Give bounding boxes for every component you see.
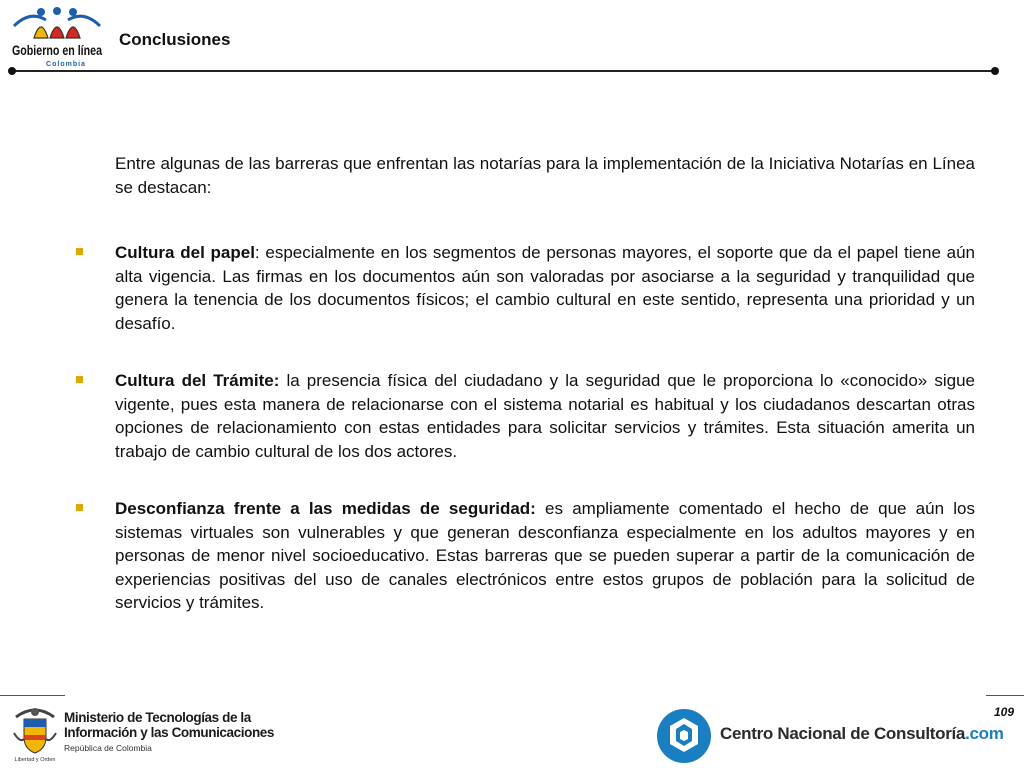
coat-of-arms-motto: Libertad y Orden — [14, 757, 56, 763]
list-item-separator: : — [254, 243, 260, 262]
gobierno-en-linea-logo — [10, 4, 104, 68]
ministry-subtitle: República de Colombia — [64, 743, 152, 753]
consultancy-name-main: Centro Nacional de Consultoría — [720, 724, 966, 743]
ministry-name — [64, 711, 274, 740]
bullet-icon — [76, 504, 83, 511]
header-divider-right-dot — [991, 67, 999, 75]
page-number: 109 — [994, 705, 1015, 719]
logo-country-text: Colombia — [46, 61, 86, 68]
ministry-line-1: Ministerio de Tecnologías de la — [64, 710, 251, 725]
list-item-desconfianza — [115, 497, 975, 615]
logo-figures-icon — [14, 7, 100, 38]
footer-divider-right — [986, 695, 1024, 696]
footer-divider-left — [0, 695, 65, 696]
header-divider-left-dot — [8, 67, 16, 75]
cnc-logo-icon — [656, 708, 712, 764]
header-divider — [12, 70, 996, 72]
consultancy-name — [720, 724, 1004, 744]
coat-of-arms-icon — [12, 703, 58, 763]
intro-paragraph: Entre algunas de las barreras que enfrentan las notarías para la implementación de la Iniciativa Notarías en Línea se destacan: — [115, 154, 975, 197]
bullet-icon — [76, 248, 83, 255]
consultancy-name-suffix: .com — [965, 724, 1004, 743]
ministry-line-2: Información y las Comunicaciones — [64, 724, 275, 740]
list-item-text: especialmente en los segmentos de personas mayores, el soporte que da el papel tiene aún alta vigencia. Las firmas en los documentos aún son valoradas por asociarse a la seguridad y tranquilidad que genera la tenencia de los documentos físicos; el cambio cultural en este sentido, representa una prioridad y un desafío. — [115, 243, 975, 333]
bullet-icon — [76, 376, 83, 383]
list-item-text: es ampliamente comentado el hecho de que aún los sistemas virtuales son vulnerables y que generan desconfianza especialmente en los adultos mayores y en personas de menor nivel socioeducativo. Estas barreras que se pueden superar a partir de la comunicación de experiencias positivas del uso de canales electrónicos entre estos grupos de población para la solicitud de servicios y trámites. — [115, 499, 975, 612]
list-item-term: Cultura del papel — [115, 243, 255, 262]
page-title: Conclusiones — [119, 30, 231, 49]
list-item-cultura-papel — [115, 241, 975, 335]
list-item-text: la presencia física del ciudadano y la seguridad que le proporciona lo «conocido» sigue vigente, pues esta manera de relacionarse con el sistema notarial es habitual y los ciudadanos descartan otras opciones de relacionamiento con estas entidades para solicitar servicios y trámites. Esta situación amerita un trabajo de cambio cultural de los dos actores. — [115, 371, 975, 461]
list-item-term: Cultura del Trámite: — [115, 371, 280, 390]
logo-brand-text: Gobierno en línea — [12, 42, 103, 58]
list-item-term: Desconfianza frente a las medidas de seguridad: — [115, 499, 536, 518]
list-item-cultura-tramite — [115, 369, 975, 463]
